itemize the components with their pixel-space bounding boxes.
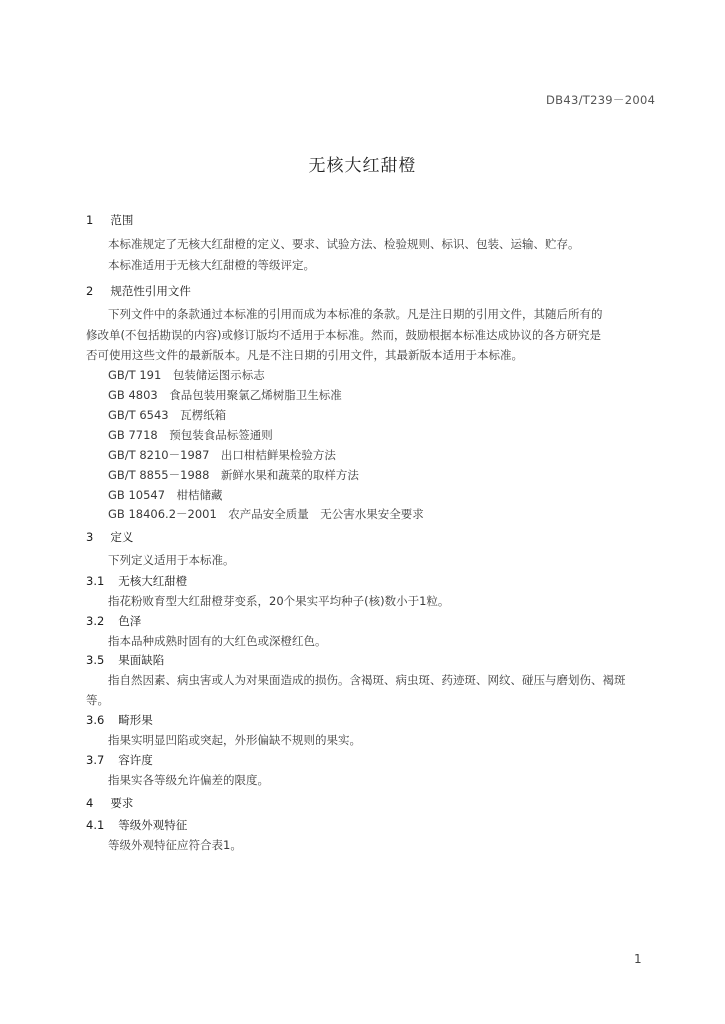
- reference-code: GB/T 6543: [108, 408, 169, 422]
- reference-code: GB 10547: [108, 488, 166, 502]
- section-title: 规范性引用文件: [110, 284, 191, 298]
- section-title: 定义: [110, 530, 134, 544]
- reference-name: 瓦楞纸箱: [180, 408, 227, 422]
- subsection-number: 3.5: [86, 653, 105, 667]
- section-number: 2: [86, 284, 94, 298]
- paragraph: 本标准规定了无核大红甜橙的定义、要求、试验方法、检验规则、标识、包装、运输、贮存。: [108, 237, 580, 251]
- subsection-number: 3.7: [86, 753, 105, 767]
- reference-item: [108, 367, 265, 383]
- page-number: 1: [634, 952, 642, 966]
- reference-item: [108, 467, 359, 483]
- subsection-heading: [86, 613, 141, 629]
- subsection-title: 畸形果: [118, 713, 153, 727]
- subsection-title: 等级外观特征: [118, 818, 188, 832]
- reference-item: [108, 447, 336, 463]
- reference-name: 食品包装用聚氯乙烯树脂卫生标准: [169, 388, 342, 402]
- reference-name: 包装储运图示标志: [172, 368, 265, 382]
- subsection-number: 4.1: [86, 818, 105, 832]
- reference-name: 预包装食品标签通则: [169, 428, 273, 442]
- paragraph-line: 否可使用这些文件的最新版本。凡是不注日期的引用文件，其最新版本适用于本标准。: [86, 348, 523, 362]
- section-title: 要求: [110, 796, 134, 810]
- reference-code: GB 18406.2－2001: [108, 507, 217, 521]
- subsection-number: 3.1: [86, 574, 105, 588]
- reference-code: GB/T 191: [108, 368, 162, 382]
- paragraph-line: 修改单(不包括勘误的内容)或修订版均不适用于本标准。然而，鼓励根据本标准达成协议的各方研究是: [86, 328, 601, 342]
- standard-code: DB43/T239－2004: [546, 93, 656, 107]
- paragraph-line: 下列文件中的条款通过本标准的引用而成为本标准的条款。凡是注日期的引用文件，其随后所有的: [108, 307, 603, 321]
- subsection-number: 3.6: [86, 713, 105, 727]
- reference-name: 柑桔储藏: [176, 488, 223, 502]
- subsection-number: 3.2: [86, 614, 105, 628]
- paragraph-line: 指自然因素、病虫害或人为对果面造成的损伤。含褐斑、病虫斑、药迹斑、网纹、碰压与磨划伤、褐斑: [108, 673, 626, 687]
- reference-item: [108, 407, 226, 423]
- subsection-heading: [86, 652, 164, 668]
- paragraph: 指花粉败育型大红甜橙芽变系，20个果实平均种子(核)数小于1粒。: [108, 594, 450, 608]
- subsection-heading: [86, 752, 153, 768]
- section-number: 3: [86, 530, 94, 544]
- section-heading-2: [86, 283, 191, 299]
- paragraph: 等级外观特征应符合表1。: [108, 838, 242, 852]
- reference-name: 新鲜水果和蔬菜的取样方法: [220, 468, 359, 482]
- reference-name: 农产品安全质量 无公害水果安全要求: [228, 507, 424, 521]
- paragraph: 本标准适用于无核大红甜橙的等级评定。: [108, 258, 315, 272]
- section-number: 1: [86, 213, 94, 227]
- section-heading-4: [86, 795, 133, 811]
- reference-item: [108, 487, 223, 503]
- reference-name: 出口柑桔鲜果检验方法: [220, 448, 336, 462]
- subsection-title: 无核大红甜橙: [118, 574, 188, 588]
- reference-code: GB 7718: [108, 428, 158, 442]
- reference-code: GB 4803: [108, 388, 158, 402]
- reference-item: [108, 387, 342, 403]
- subsection-title: 色泽: [118, 614, 142, 628]
- section-heading-1: [86, 212, 133, 228]
- subsection-title: 容许度: [118, 753, 153, 767]
- page-title: 无核大红甜橙: [308, 156, 417, 176]
- section-title: 范围: [110, 213, 134, 227]
- reference-code: GB/T 8210－1987: [108, 448, 210, 462]
- section-number: 4: [86, 796, 94, 810]
- paragraph-line: 等。: [86, 693, 109, 707]
- paragraph: 指本品种成熟时固有的大红色或深橙红色。: [108, 634, 327, 648]
- subsection-heading: [86, 712, 153, 728]
- reference-code: GB/T 8855－1988: [108, 468, 210, 482]
- paragraph: 指果实各等级允许偏差的限度。: [108, 773, 269, 787]
- subsection-heading: [86, 817, 187, 833]
- paragraph: 下列定义适用于本标准。: [108, 553, 235, 567]
- subsection-heading: [86, 573, 187, 589]
- reference-item: [108, 427, 273, 443]
- paragraph: 指果实明显凹陷或突起，外形偏缺不规则的果实。: [108, 733, 361, 747]
- subsection-title: 果面缺陷: [118, 653, 165, 667]
- section-heading-3: [86, 529, 133, 545]
- reference-item: [108, 506, 424, 522]
